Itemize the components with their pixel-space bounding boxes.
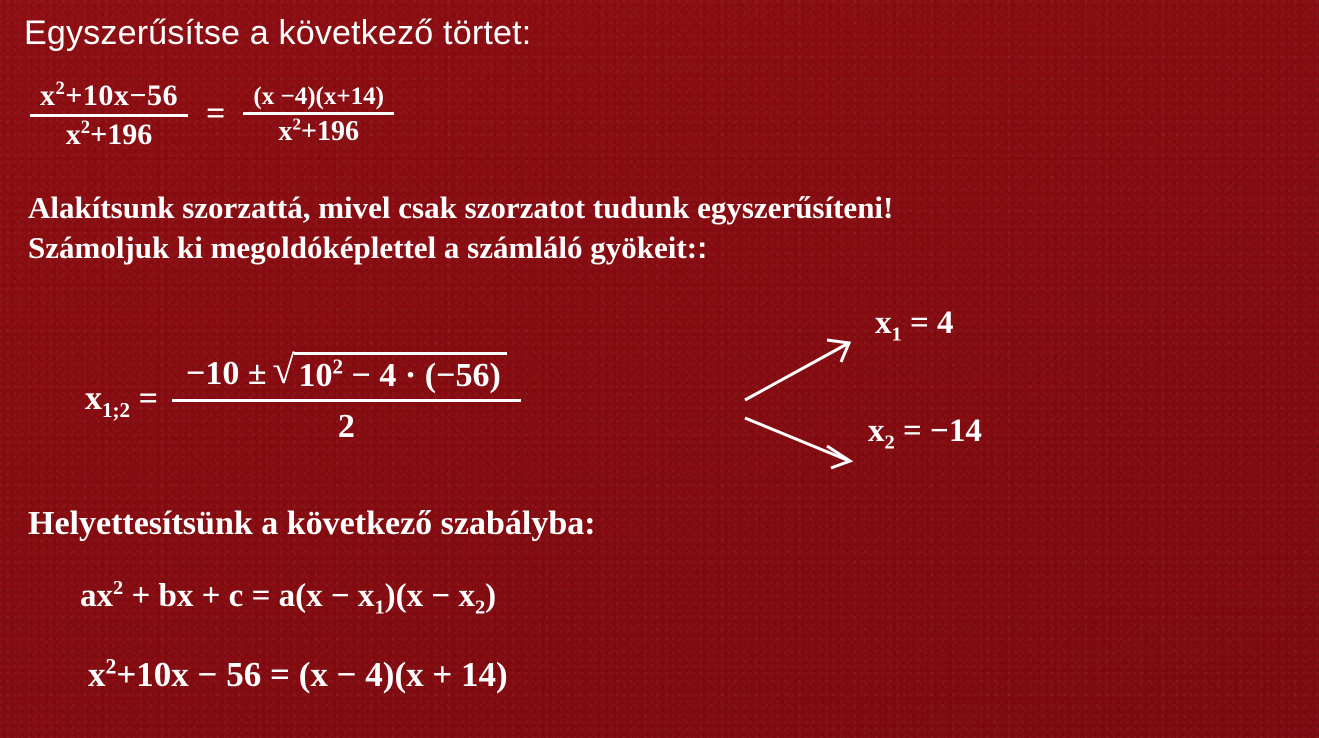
root-x1-equals: = [909,305,929,341]
radical-sign: √ [272,347,295,392]
root-x2-value: −14 [930,413,982,449]
fraction-left-numerator: $x^2+10x-56$ [40,78,178,112]
page-title: Egyszerűsítse a következő törtet: [24,14,532,52]
factoring-rule: $ax^2$ + bx + $c = a(x - x_1)(x - x_2)$ [80,577,497,619]
note-line-2 [28,230,707,266]
numerator-lead: −10 ± [185,354,267,392]
rule-mid-2: )(x − x [384,578,475,614]
rule-sub-1: 1 [374,596,385,619]
quadratic-formula-lhs: $x_{1;2}$ = [85,380,158,422]
radicand-rest: − 4 · (−56) [351,357,501,394]
fraction-left [30,78,188,153]
fraction-equation [30,78,394,153]
equals-sign: = [206,94,226,132]
radicand: $10^2 - 4 \cdot (-56)$ [294,352,506,395]
root-x2-equals: = [902,413,922,449]
fraction-right [243,82,394,149]
result-lhs-rest: +10x − 56 [116,655,262,694]
root-x1-value: 4 [937,305,954,341]
quadratic-formula-equals: = [138,380,158,417]
rule-sub-2: 2 [474,596,486,619]
rule-end: ) [485,578,497,614]
radicand-exponent: 2 [332,354,344,379]
rule-mid: + bx + c = a(x − x [131,578,375,614]
result-rhs: (x − 4)(x + 14) [298,655,508,694]
root-x1: $x_1 = 4$ [875,305,954,346]
quadratic-formula-fraction [172,347,521,446]
quadratic-formula [85,347,521,446]
root-x2-subscript: 2 [884,431,895,454]
note-line-2-text: Számoljuk ki megoldóképlettel a számláló gyökeit: [28,230,698,265]
fraction-right-denominator: $x^2+196$ [278,114,359,147]
result-exponent: 2 [105,654,117,679]
radical-group [272,347,507,395]
note-line-2-colon: : [697,230,708,265]
result-equals: = [269,655,290,694]
arrow-up-right-icon [745,344,847,400]
final-result: $x^2+10x - 56 = (x - 4)(x + 14)$ [88,654,508,694]
quadratic-formula-lhs-subscript: 1;2 [102,397,131,422]
quadratic-formula-denominator: 2 [337,408,355,445]
fraction-right-numerator: (x −4)(x+14) [253,83,384,110]
root-x2: $x_2 = -14$ [868,413,982,454]
quadratic-formula-numerator [172,347,521,399]
note-line-3: Helyettesítsünk a következő szabályba: [28,505,596,542]
note-line-1: Alakítsunk szorzattá, mivel csak szorzatot tudunk egyszerűsíteni! [28,190,894,225]
fraction-left-denominator: $x^2+196$ [65,117,153,151]
arrow-down-right-icon [745,418,847,460]
root-x1-subscript: 1 [891,323,902,346]
rule-exponent: 2 [113,577,124,599]
